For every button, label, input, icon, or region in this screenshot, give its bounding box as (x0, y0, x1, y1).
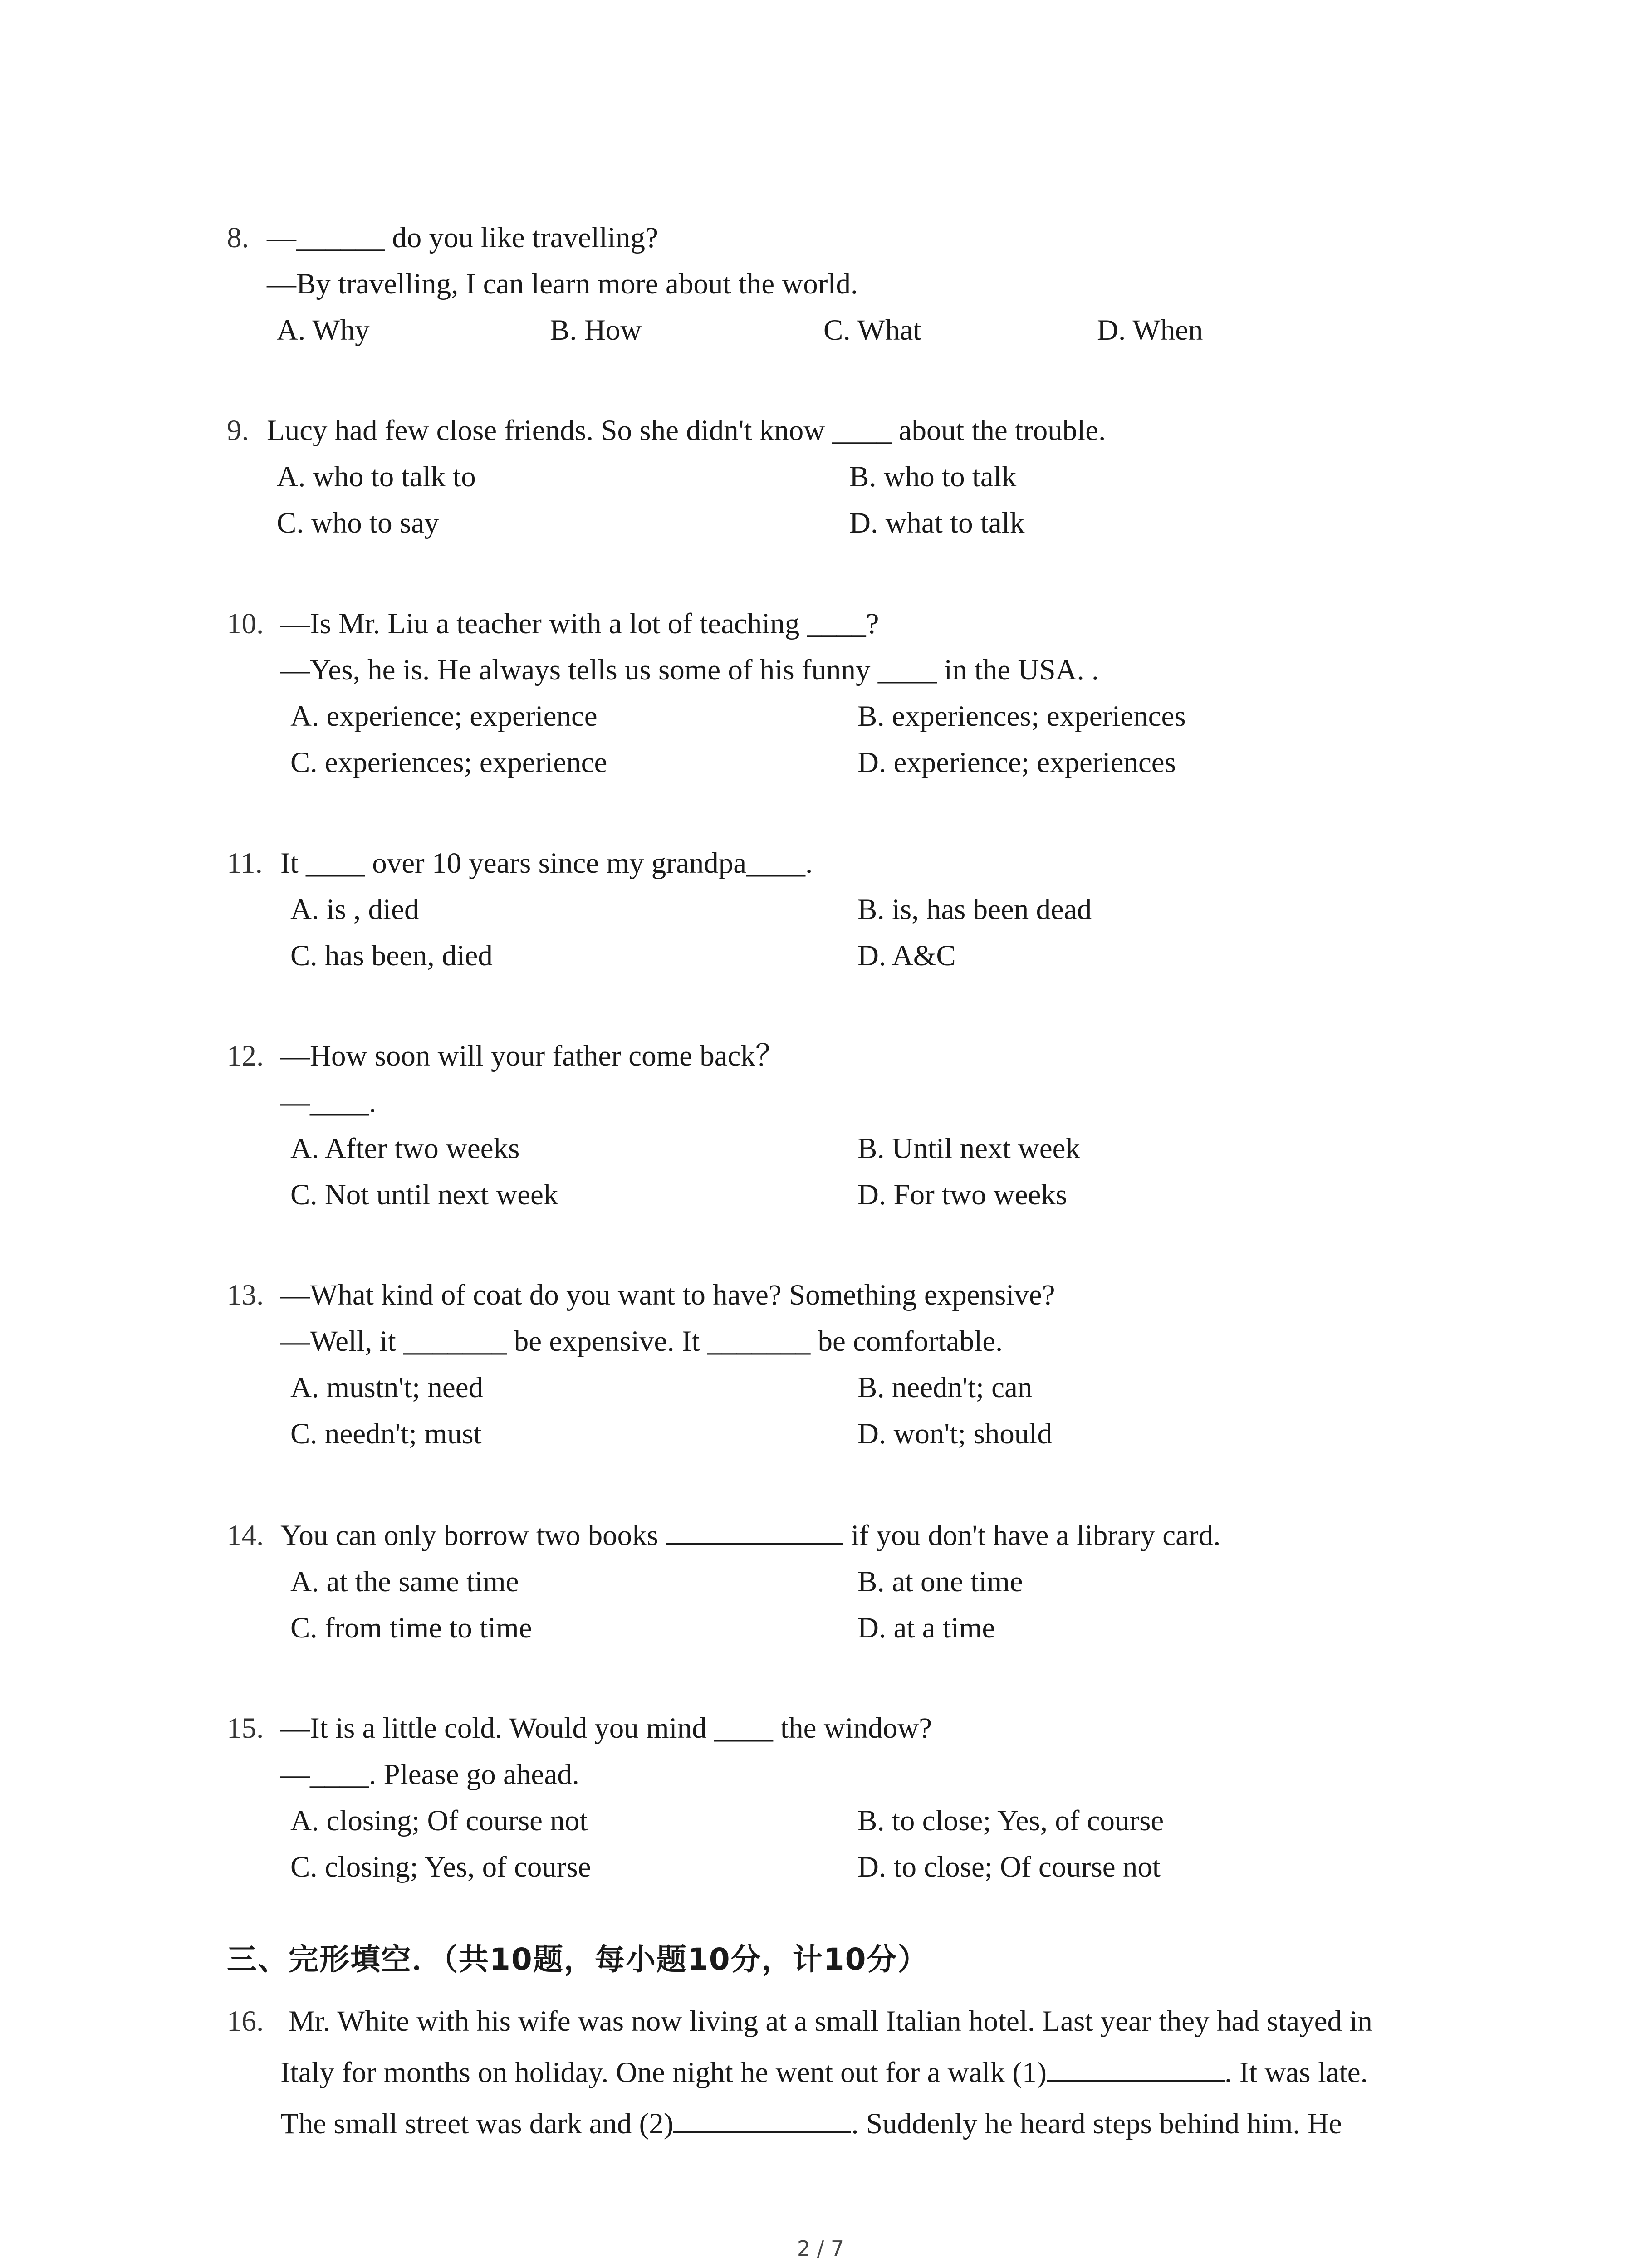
question-number: 15. (227, 1712, 264, 1745)
question-text: —What kind of coat do you want to have? Something expensive? (280, 1279, 1055, 1311)
option-d: D. When (1097, 314, 1203, 347)
question-number: 13. (227, 1279, 264, 1311)
passage-text-before: Italy for months on holiday. One night he went out for a walk (1) (280, 2056, 1047, 2089)
question-text: —____. (280, 1086, 377, 1119)
option-b: B. at one time (857, 1565, 1023, 1598)
question-number: 16. (227, 2005, 264, 2038)
question-text: —____. Please go ahead. (280, 1758, 579, 1791)
question-text-before: You can only borrow two books (280, 1519, 666, 1552)
option-d: D. at a time (857, 1612, 995, 1644)
option-b: B. experiences; experiences (857, 700, 1186, 733)
option-a: A. experience; experience (290, 700, 598, 733)
question-text: —By travelling, I can learn more about the world. (267, 268, 858, 300)
passage-line: Mr. White with his wife was now living at a small Italian hotel. Last year they had stayed in (289, 2005, 1372, 2038)
option-d: D. For two weeks (857, 1178, 1068, 1211)
question-number: 9. (227, 414, 249, 447)
question-text: —Is Mr. Liu a teacher with a lot of teaching ____? (280, 607, 879, 640)
option-b: B. How (550, 314, 642, 347)
question-text: —It is a little cold. Would you mind ____ the window? (280, 1712, 932, 1745)
question-number: 11. (227, 847, 263, 880)
option-a: A. who to talk to (277, 460, 476, 493)
answer-blank-2 (673, 2130, 851, 2133)
passage-line (280, 2109, 1342, 2139)
option-c: C. has been, died (290, 939, 493, 972)
option-b: B. Until next week (857, 1132, 1081, 1165)
question-number: 14. (227, 1519, 264, 1552)
option-a: A. at the same time (290, 1565, 519, 1598)
question-number: 12. (227, 1040, 264, 1072)
question-text: Lucy had few close friends. So she didn't know ____ about the trouble. (267, 414, 1106, 447)
option-d: D. experience; experiences (857, 746, 1176, 779)
option-b: B. to close; Yes, of course (857, 1804, 1164, 1837)
question-text: —______ do you like travelling? (267, 221, 658, 254)
question-text (280, 1521, 1220, 1550)
option-c: C. What (823, 314, 921, 347)
option-b: B. needn't; can (857, 1371, 1033, 1404)
option-a: A. closing; Of course not (290, 1804, 588, 1837)
option-a: A. After two weeks (290, 1132, 520, 1165)
passage-text-before: The small street was dark and (2) (280, 2107, 674, 2140)
option-b: B. who to talk (849, 460, 1017, 493)
option-c: C. from time to time (290, 1612, 532, 1644)
section-heading: 三、完形填空．（共10题，每小题10分，计10分） (227, 1942, 929, 1977)
option-d: D. won't; should (857, 1418, 1052, 1450)
option-c: C. experiences; experience (290, 746, 607, 779)
option-d: D. A&C (857, 939, 956, 972)
answer-blank-1 (1047, 2078, 1225, 2082)
passage-text-after: . It was late. (1225, 2056, 1368, 2089)
question-text: It ____ over 10 years since my grandpa____. (280, 847, 813, 880)
question-text-after: if you don't have a library card. (843, 1519, 1221, 1552)
option-d: D. to close; Of course not (857, 1851, 1161, 1883)
option-a: A. mustn't; need (290, 1371, 484, 1404)
question-number: 10. (227, 607, 264, 640)
question-number: 8. (227, 221, 249, 254)
option-a: A. Why (277, 314, 370, 347)
option-c: C. Not until next week (290, 1178, 558, 1211)
answer-blank (666, 1541, 843, 1545)
option-d: D. what to talk (849, 507, 1025, 539)
option-a: A. is , died (290, 893, 419, 926)
option-c: C. who to say (277, 507, 439, 539)
passage-line (280, 2058, 1368, 2087)
question-text: —Yes, he is. He always tells us some of his funny ____ in the USA. . (280, 654, 1099, 686)
page-number: 2 / 7 (797, 2236, 844, 2261)
question-text: —Well, it _______ be expensive. It _______ be comfortable. (280, 1325, 1003, 1358)
option-c: C. needn't; must (290, 1418, 482, 1450)
passage-text-after: . Suddenly he heard steps behind him. He (851, 2107, 1342, 2140)
option-c: C. closing; Yes, of course (290, 1851, 591, 1883)
question-text: —How soon will your father come back？ (280, 1040, 785, 1072)
option-b: B. is, has been dead (857, 893, 1092, 926)
